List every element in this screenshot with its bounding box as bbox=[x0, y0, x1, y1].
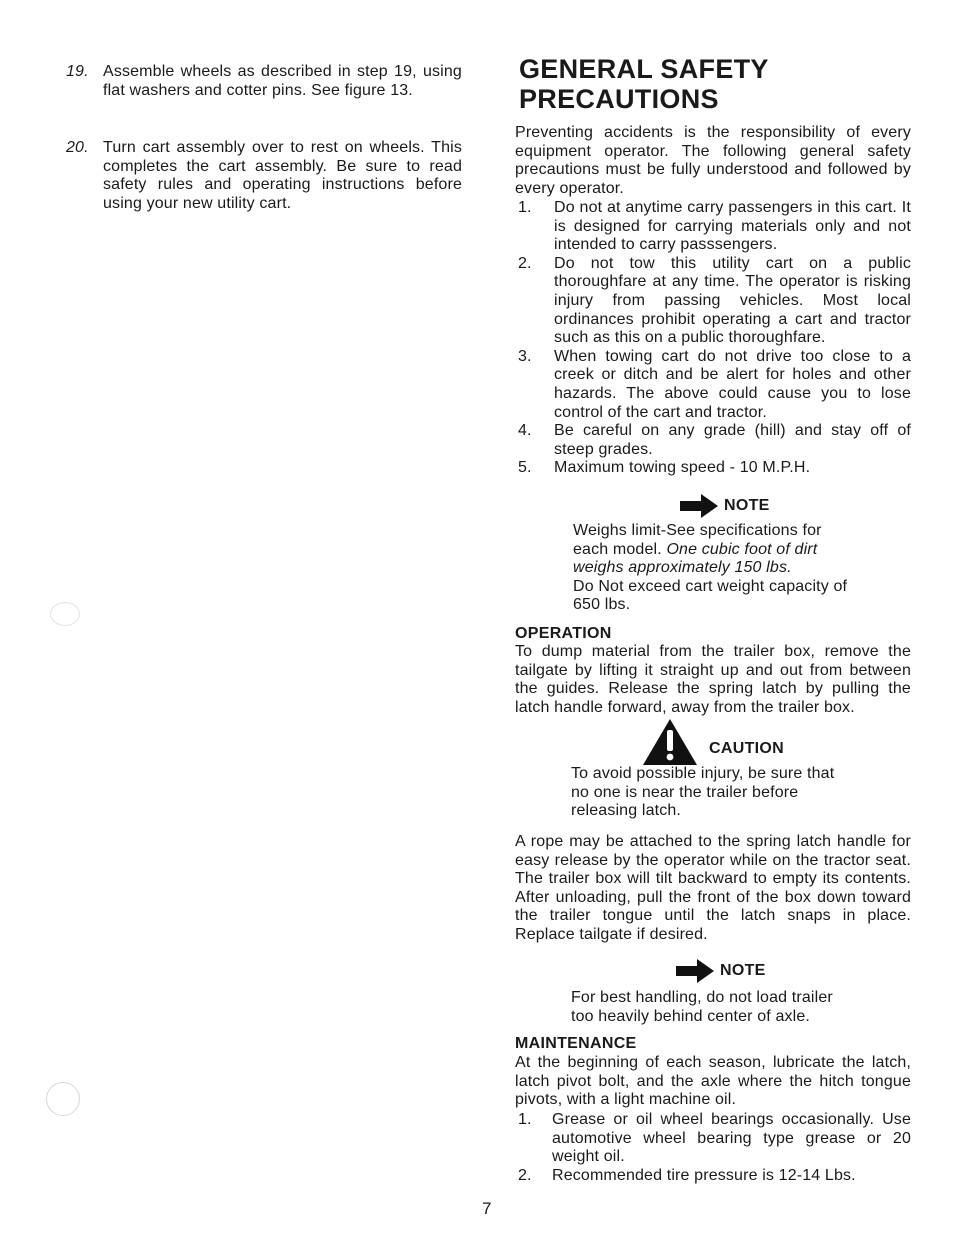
step-number: 19. bbox=[66, 63, 89, 80]
item-text: Recommended tire pressure is 12-14 Lbs. bbox=[552, 1166, 856, 1184]
step-20 bbox=[66, 139, 462, 213]
item-number: 4. bbox=[518, 422, 532, 440]
title-line: PRECAUTIONS bbox=[519, 84, 719, 114]
maintenance-list bbox=[515, 1111, 911, 1185]
note-label: NOTE bbox=[720, 962, 766, 979]
note-box: For best handling, do not load trailer too heavily behind center of axle. bbox=[571, 989, 833, 1025]
caution-label: CAUTION bbox=[709, 740, 784, 757]
list-item bbox=[515, 1111, 911, 1167]
item-number: 1. bbox=[518, 1111, 532, 1128]
caution-box: To avoid possible injury, be sure that no one is near the trailer before releasing latch. bbox=[571, 765, 835, 820]
step-text: Turn cart assembly over to rest on wheels. This completes the cart assembly. Be sure to read safety rules and operating instructions before using your new utility cart. bbox=[103, 139, 462, 212]
maintenance-heading: MAINTENANCE bbox=[515, 1035, 637, 1052]
arrow-right-icon bbox=[680, 493, 720, 519]
note-italic-text: One cubic foot of dirt weighs approximately 150 lbs. bbox=[573, 540, 818, 577]
item-text: Be careful on any grade (hill) and stay off of steep grades. bbox=[554, 422, 911, 458]
note-box bbox=[573, 522, 857, 615]
list-item bbox=[515, 348, 911, 422]
step-number: 20. bbox=[66, 139, 89, 156]
list-item bbox=[515, 199, 911, 255]
note-heading bbox=[676, 958, 766, 984]
operation-paragraph: To dump material from the trailer box, remove the tailgate by lifting it straight up and out from between the guides. Release the spring latch by pulling the latch handle forward, away from the trailer box. bbox=[515, 643, 911, 716]
list-item bbox=[515, 422, 911, 459]
title-line: GENERAL SAFETY bbox=[519, 54, 769, 84]
item-number: 5. bbox=[518, 459, 532, 477]
item-text: Maximum towing speed - 10 M.P.H. bbox=[554, 459, 811, 477]
warning-triangle-icon bbox=[641, 717, 699, 767]
scan-mark bbox=[46, 1082, 80, 1116]
item-text: Grease or oil wheel bearings occasionally. Use automotive wheel bearing type grease or 20 weight oil. bbox=[552, 1111, 911, 1166]
intro-paragraph: Preventing accidents is the responsibility of every equipment operator. The following general safety precautions must be fully understood and followed by every operator. bbox=[515, 124, 911, 197]
arrow-right-icon bbox=[676, 958, 716, 984]
item-text: When towing cart do not drive too close to a creek or ditch and be alert for holes and other hazards. The above could cause you to lose control of the cart and tractor. bbox=[554, 347, 911, 421]
list-item bbox=[515, 1167, 911, 1186]
item-number: 1. bbox=[518, 199, 532, 216]
maintenance-paragraph: At the beginning of each season, lubricate the latch, latch pivot bolt, and the axle where the hitch tongue pivots, with a light machine oil. bbox=[515, 1054, 911, 1109]
item-number: 2. bbox=[518, 254, 532, 272]
note-text: Do Not exceed cart weight capacity of 650 lbs. bbox=[573, 577, 848, 614]
step-19 bbox=[66, 63, 462, 100]
item-number: 3. bbox=[518, 347, 532, 365]
item-text: Do not at anytime carry passengers in this cart. It is designed for carrying materials only and not intended to carry passsengers. bbox=[554, 199, 911, 254]
note-heading bbox=[680, 493, 770, 519]
precautions-list bbox=[515, 199, 911, 478]
item-text: Do not tow this utility cart on a public thoroughfare at any time. The operator is risking injury from passing vehicles. Most local ordinances prohibit operating a cart and tractor such as this on a public thoroughfare. bbox=[554, 254, 911, 347]
rope-paragraph: A rope may be attached to the spring latch handle for easy release by the operator while on the tractor seat. The trailer box will tilt backward to empty its contents. After unloading, pull the front of the box down toward the trailer tongue until the latch snaps in place. Replace tailgate if desired. bbox=[515, 833, 911, 943]
operation-heading: OPERATION bbox=[515, 625, 612, 642]
page-number: 7 bbox=[482, 1199, 492, 1218]
list-item bbox=[515, 459, 911, 478]
page-title bbox=[519, 54, 879, 114]
note-label: NOTE bbox=[724, 497, 770, 514]
caution-heading bbox=[641, 717, 784, 767]
list-item bbox=[515, 255, 911, 348]
item-number: 2. bbox=[518, 1166, 532, 1184]
step-text: Assemble wheels as described in step 19, using flat washers and cotter pins. See figure 13. bbox=[103, 63, 462, 99]
scan-mark bbox=[50, 602, 80, 626]
note-text: Weighs limit-See specifications for each model. bbox=[573, 522, 822, 558]
